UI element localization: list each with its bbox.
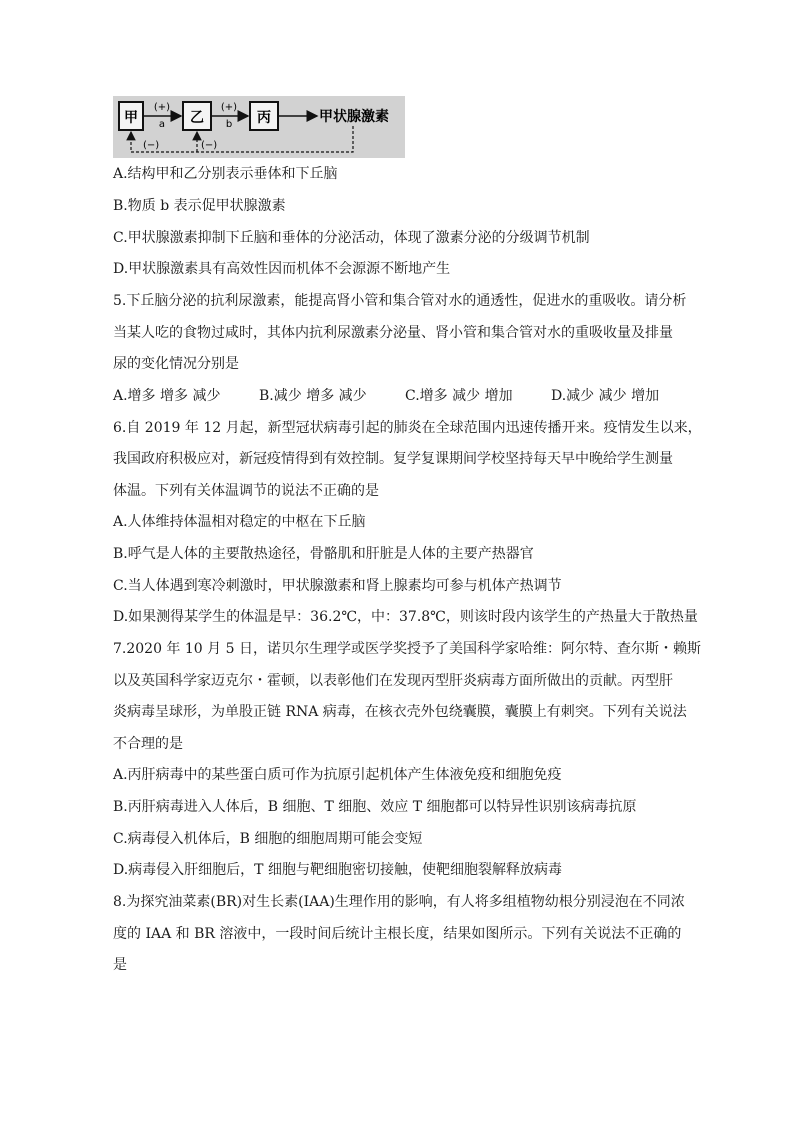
q7-stem-line-2: 以及英国科学家迈克尔・霍顿，以表彰他们在发现丙型肝炎病毒方面所做出的贡献。丙型肝: [113, 673, 673, 689]
svg-text:甲: 甲: [124, 110, 138, 126]
q5-stem-line-2: 当某人吃的食物过咸时，其体内抗利尿激素分泌量、肾小管和集合管对水的重吸收量及排量: [113, 325, 673, 341]
q5-option-a: A.增多 增多 减少: [113, 388, 221, 404]
q6-option-a: A.人体维持体温相对稳定的中枢在下丘脑: [113, 514, 366, 530]
output-label: 甲状腺激素: [319, 109, 389, 125]
q5-options: [113, 386, 693, 406]
q4-option-c: C.甲状腺激素抑制下丘脑和垂体的分泌活动，体现了激素分泌的分级调节机制: [113, 230, 590, 246]
q4-option-a: A.结构甲和乙分别表示垂体和下丘脑: [113, 166, 338, 182]
q7-stem-line-3: 炎病毒呈球形，为单股正链 RNA 病毒，在核衣壳外包绕囊膜，囊膜上有刺突。下列有关说法: [113, 704, 687, 720]
q5-option-b: B.减少 增多 减少: [259, 388, 367, 404]
node-yi: [183, 102, 211, 130]
q7-option-a: A.丙肝病毒中的某些蛋白质可作为抗原引起机体产生体液免疫和细胞免疫: [113, 767, 562, 783]
q7-stem-line-1: 7.2020 年 10 月 5 日，诺贝尔生理学或医学奖授予了美国科学家哈维：阿尔特、查尔斯・赖斯: [113, 641, 701, 657]
q5-stem-line-3: 尿的变化情况分别是: [113, 356, 239, 372]
feedback-sign-2: (−): [201, 140, 218, 151]
q4-option-d: D.甲状腺激素具有高效性因而机体不会源源不断地产生: [113, 261, 451, 277]
q6-stem-line-3: 体温。下列有关体温调节的说法不正确的是: [113, 483, 379, 499]
q6-option-b: B.呼气是人体的主要散热途径，骨骼肌和肝脏是人体的主要产热器官: [113, 546, 534, 562]
q6-stem-line-1: 6.自 2019 年 12 月起，新型冠状病毒引起的肺炎在全球范围内迅速传播开来。疫情发生以来，: [113, 420, 702, 436]
svg-text:丙: 丙: [257, 110, 271, 126]
svg-text:乙: 乙: [190, 110, 204, 126]
q7-stem-line-4: 不合理的是: [113, 736, 183, 752]
q7-option-b: B.丙肝病毒进入人体后，B 细胞、T 细胞、效应 T 细胞都可以特异性识别该病毒抗原: [113, 799, 637, 815]
hormone-regulation-diagram: [113, 96, 405, 158]
arrow-b-sign: (+): [220, 102, 238, 113]
q8-stem-line-1: 8.为探究油菜素(BR)对生长素(IAA)生理作用的影响，有人将多组植物幼根分别浸泡在不同浓: [113, 894, 685, 910]
q5-option-d: D.减少 减少 增加: [551, 388, 660, 404]
q6-option-c: C.当人体遇到寒冷刺激时，甲状腺激素和肾上腺素均可参与机体产热调节: [113, 578, 562, 594]
q8-stem-line-3: 是: [113, 957, 127, 973]
q7-option-d: D.病毒侵入肝细胞后，T 细胞与靶细胞密切接触，使靶细胞裂解释放病毒: [113, 862, 562, 878]
q6-option-d: D.如果测得某学生的体温是早：36.2℃，中：37.8℃，则该时段内该学生的产热量大于散热量: [113, 609, 698, 625]
q4-option-b: B.物质 b 表示促甲状腺激素: [113, 198, 286, 214]
node-bing: [250, 102, 278, 130]
arrow-b-label: b: [225, 119, 233, 130]
q5-stem-line-1: 5.下丘脑分泌的抗利尿激素，能提高肾小管和集合管对水的通透性，促进水的重吸收。请分析: [113, 293, 687, 309]
q8-stem-line-2: 度的 IAA 和 BR 溶液中，一段时间后统计主根长度，结果如图所示。下列有关说法不正确的: [113, 926, 682, 942]
node-jia: [119, 102, 143, 130]
q5-option-c: C.增多 减少 增加: [405, 388, 513, 404]
arrow-a-sign: (+): [153, 102, 171, 113]
q6-stem-line-2: 我国政府积极应对，新冠疫情得到有效控制。复学复课期间学校坚持每天早中晚给学生测量: [113, 451, 673, 467]
arrow-a-label: a: [158, 119, 166, 130]
feedback-sign-1: (−): [143, 140, 160, 151]
q7-option-c: C.病毒侵入机体后，B 细胞的细胞周期可能会变短: [113, 831, 423, 847]
